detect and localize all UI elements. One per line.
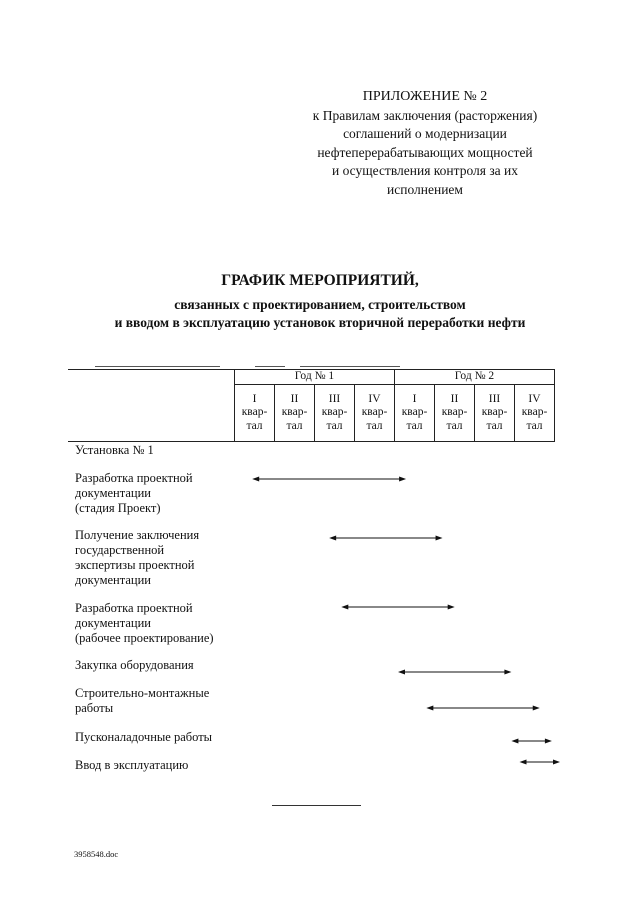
task-label xyxy=(75,758,245,773)
task-label-line: (стадия Проект) xyxy=(75,501,161,515)
quarter-word2: тал xyxy=(486,419,503,432)
appendix-block xyxy=(285,88,565,199)
task-duration-arrow xyxy=(520,760,561,765)
quarter-word2: тал xyxy=(286,419,303,432)
quarter-num: I xyxy=(412,392,417,405)
task-label xyxy=(75,658,245,673)
quarter-word1: квар- xyxy=(401,406,428,419)
quarter-num: II xyxy=(290,392,299,405)
quarter-word2: тал xyxy=(406,419,423,432)
task-duration-arrow xyxy=(398,670,511,675)
appendix-line: соглашений о модернизации xyxy=(343,126,507,141)
divider-line xyxy=(300,366,400,367)
task-duration-arrow xyxy=(511,739,552,744)
task-label-line: государственной xyxy=(75,543,165,557)
task-label-line: Пусконаладочные работы xyxy=(75,730,213,744)
quarter-word2: тал xyxy=(246,419,263,432)
quarter-num: I xyxy=(252,392,257,405)
quarter-header xyxy=(435,385,475,442)
task-duration-arrow xyxy=(252,477,406,482)
year-header: Год № 1 xyxy=(235,370,395,385)
task-label xyxy=(75,528,245,588)
quarter-word1: квар- xyxy=(321,406,348,419)
quarter-word1: квар- xyxy=(361,406,388,419)
appendix-line: и осуществления контроля за их xyxy=(331,163,519,178)
year-header: Год № 2 xyxy=(395,370,555,385)
quarter-word2: тал xyxy=(366,419,383,432)
task-label-line: (рабочее проектирование) xyxy=(75,631,214,645)
quarter-header xyxy=(235,385,275,442)
task-label xyxy=(75,601,245,646)
quarter-header xyxy=(315,385,355,442)
end-line xyxy=(272,805,361,806)
quarter-word1: квар- xyxy=(241,406,268,419)
task-label-line: Разработка проектной xyxy=(75,601,193,615)
quarter-num: III xyxy=(488,392,501,405)
quarter-header xyxy=(475,385,515,442)
subtitle-line-1: связанных с проектированием, строительством xyxy=(174,297,466,312)
quarter-num: II xyxy=(450,392,459,405)
task-label-line: Строительно-монтажные xyxy=(75,686,210,700)
task-label-line: Закупка оборудования xyxy=(75,658,194,672)
task-label-line: Разработка проектной xyxy=(75,471,193,485)
appendix-line: к Правилам заключения (расторжения) xyxy=(312,107,538,123)
quarter-word2: тал xyxy=(526,419,543,432)
task-label-line: экспертизы проектной xyxy=(75,558,195,572)
quarter-word2: тал xyxy=(446,419,463,432)
quarter-num: IV xyxy=(368,392,381,405)
quarter-word1: квар- xyxy=(281,406,308,419)
quarter-header xyxy=(355,385,395,442)
quarter-header xyxy=(515,385,555,442)
quarter-header xyxy=(275,385,315,442)
task-label xyxy=(75,730,245,745)
task-column-header xyxy=(68,370,235,442)
document-filename: 3958548.doc xyxy=(74,849,119,859)
divider-line xyxy=(255,366,285,367)
task-label xyxy=(75,471,245,516)
task-label-line: документации xyxy=(75,616,151,630)
task-duration-arrow xyxy=(329,536,442,541)
task-label-line: Ввод в эксплуатацию xyxy=(75,758,189,772)
quarter-word1: квар- xyxy=(481,406,508,419)
quarter-num: III xyxy=(328,392,341,405)
quarter-word1: квар- xyxy=(441,406,468,419)
divider-line xyxy=(95,366,220,367)
schedule-title: ГРАФИК МЕРОПРИЯТИЙ, xyxy=(221,272,419,289)
schedule-table-header xyxy=(68,369,555,442)
task-duration-arrow xyxy=(341,605,454,610)
quarter-word2: тал xyxy=(326,419,343,432)
task-duration-arrow xyxy=(426,706,539,711)
appendix-title: ПРИЛОЖЕНИЕ № 2 xyxy=(362,89,488,104)
schedule-subtitle xyxy=(0,296,640,332)
task-label-line: Получение заключения xyxy=(75,528,200,542)
quarter-num: IV xyxy=(528,392,541,405)
section-title: Установка № 1 xyxy=(75,443,154,457)
task-label-line: документации xyxy=(75,573,151,587)
task-label-line: работы xyxy=(75,701,114,715)
quarter-word1: квар- xyxy=(521,406,548,419)
quarter-header xyxy=(395,385,435,442)
appendix-line: исполнением xyxy=(387,181,463,197)
appendix-line: нефтеперерабатывающих мощностей xyxy=(317,144,533,160)
task-label-line: документации xyxy=(75,486,151,500)
task-label xyxy=(75,686,245,716)
subtitle-line-2: и вводом в эксплуатацию установок вторичной переработки нефти xyxy=(114,315,526,330)
